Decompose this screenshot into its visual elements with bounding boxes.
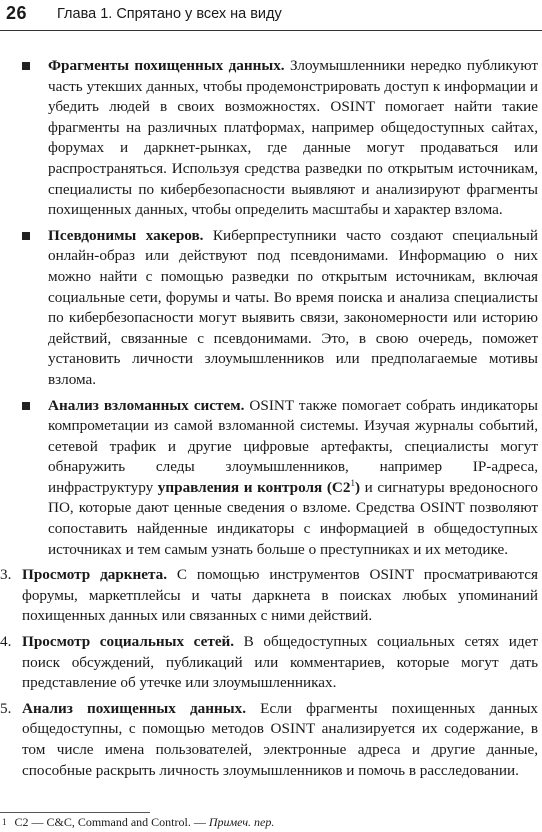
bullet-text-cont: и сигнатуры вредоносного ПО, которые дают ценные сведения о взломе. Средства OSINT позволяют сопоставить найденные индикаторы с информацией в общедоступных источниках и тем самым узнать больше о преступниках и их методике. [48,478,538,558]
bullet-item-hacker-aliases [48,226,538,391]
footnote-note: Примеч. пер. [208,815,275,829]
numbered-item-stolen-data-analysis [0,699,538,781]
bullet-title: Анализ взломанных систем. [48,396,245,414]
c2-term-close: ) [354,478,361,496]
item-number: 5. [0,699,12,717]
item-number: 4. [0,633,12,651]
bullet-text: OSINT также помогает собрать индикаторы компрометации из самой взломанной системы. Изучая журналы событий, сетевой трафик и другие цифровые артефакты, специалисты могут обнаружить следы злоумышленников, например IP-адреса, инфраструктуру [48,396,538,496]
footnote [2,815,274,829]
item-number: 3. [0,566,12,584]
page-header [0,0,542,31]
numbered-item-darknet [0,565,538,627]
bullet-item-stolen-data-fragments [48,56,538,221]
bullet-title: Фрагменты похищенных данных. [48,57,285,74]
numbered-item-social-networks [0,632,538,694]
footnote-divider [0,812,150,813]
item-text: С помощью инструментов OSINT просматриваются форумы, маркетплейсы и чаты даркнета в поисках любых упоминаний похищенных данных или связанных с ними действий. [22,566,538,625]
main-text [0,56,542,786]
bullet-item-compromised-systems [48,396,538,561]
chapter-title: Глава 1. Спрятано у всех на виду [57,6,282,22]
footnote-ref[interactable]: 1 [350,477,355,488]
c2-term: управления и контроля (C2 [157,478,351,496]
item-text: В общедоступных социальных сетях идет поиск обсуждений, публикаций или комментариев, которые могут дать представление об утечке или злоумышленниках. [22,633,538,692]
bullet-title: Псевдонимы хакеров. [48,226,204,244]
footnote-mark: 1 [2,817,7,827]
bullet-text: Киберпреступники часто создают специальный онлайн-образ или действуют под псевдонимами. Информацию о них можно найти с помощью разведки по открытым источникам, включая социальные сети, форумы и чаты. Во время поиска и анализа специалисты по кибербезопасности могут выявить связи, закономерности или историю действий, связанные с псевдонимами. Это, в свою очередь, поможет установить личности злоумышленников или предполагаемые мотивы взлома. [48,226,538,388]
bullet-text: Злоумышленники нередко публикуют часть утекших данных, чтобы продемонстрировать доступ к информации и убедить людей в своих возможностях. OSINT помогает найти такие фрагменты на различных платформах, например общедоступных сайтах, форумах и даркнет-рынках, где данные могут продаваться или распространяться. Используя средства разведки по открытым источникам, специалисты по кибербезопасности выявляют и анализируют фрагменты похищенных данных, чтобы определить масштабы и характер взлома. [48,57,538,219]
page-number: 26 [6,3,28,23]
item-title: Анализ похищенных данных. [22,699,247,717]
item-title: Просмотр социальных сетей. [22,633,235,651]
item-title: Просмотр даркнета. [22,566,168,584]
footnote-text: C2 — C&C, Command and Control. — [14,815,209,829]
item-text: Если фрагменты похищенных данных общедоступны, с помощью методов OSINT анализируется их содержание, в том числе имена пользователей, электронные адреса и другие данные, способные раскрыть личность злоумышленников и помочь в расследовании. [22,699,538,779]
